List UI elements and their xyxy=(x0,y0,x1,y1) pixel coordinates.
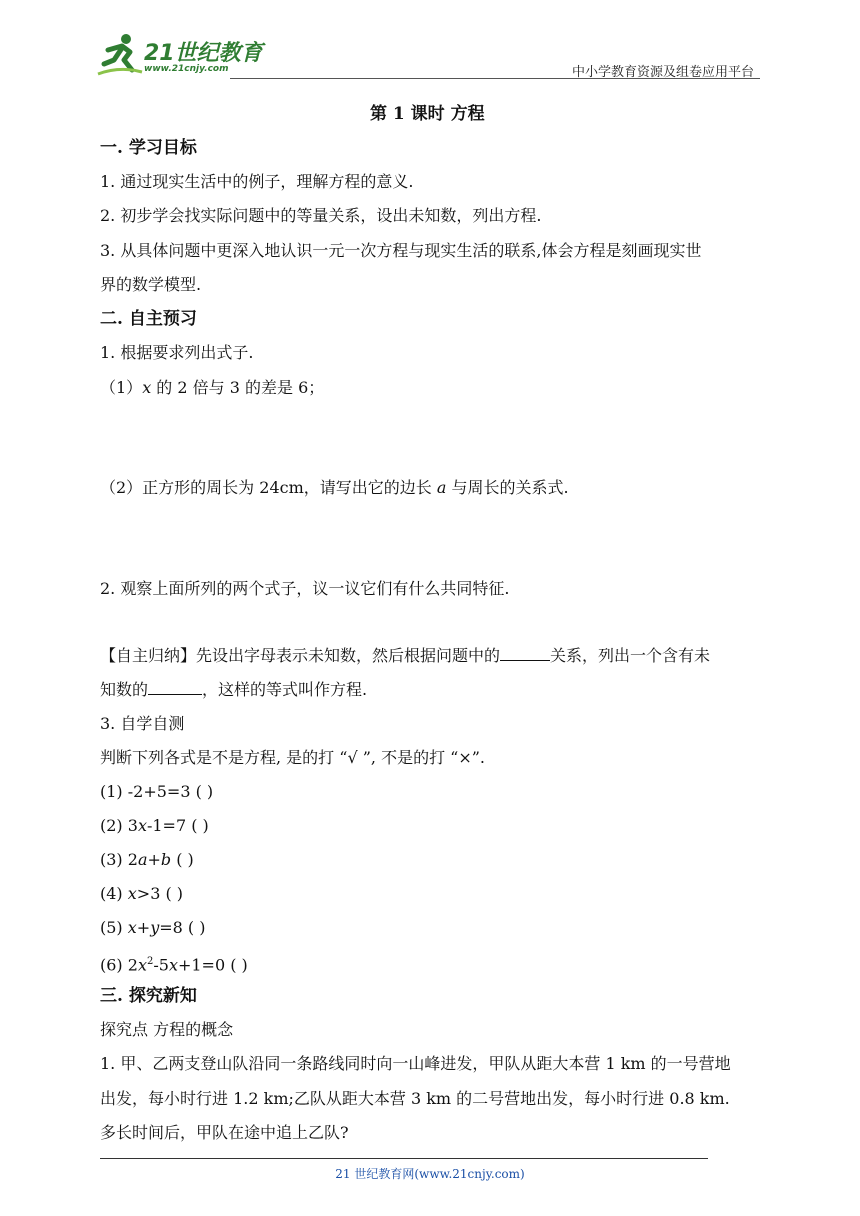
goal-item: 1. 通过现实生活中的例子，理解方程的意义. xyxy=(100,172,414,191)
summary-line-1: 【自主归纳】先设出字母表示未知数，然后根据问题中的 关系，列出一个含有未 xyxy=(100,646,711,665)
section-heading-preview: 二. 自主预习 xyxy=(100,309,197,329)
explore-problem-line: 出发，每小时行进 1.2 km;乙队从距大本营 3 km 的二号营地出发，每小时行进 0.8 km. xyxy=(100,1089,730,1108)
question-3-intro: 判断下列各式是不是方程, 是的打 “√ ”, 不是的打 “×”. xyxy=(100,748,486,767)
logo-text: 21世纪教育 xyxy=(144,41,263,66)
header-divider xyxy=(230,78,760,79)
runner-logo-icon xyxy=(96,30,144,78)
fill-blank[interactable] xyxy=(500,646,550,661)
fill-blank[interactable] xyxy=(148,680,202,695)
judge-item-6: (6) $2x^2-5x+1=0$ ( ) xyxy=(100,955,248,975)
logo xyxy=(96,30,266,78)
explore-problem-line: 多长时间后，甲队在途中追上乙队? xyxy=(100,1123,349,1142)
question-2: 2. 观察上面所列的两个式子，议一议它们有什么共同特征. xyxy=(100,579,510,598)
page-header xyxy=(96,30,760,80)
page-title: 第 1 课时 方程 xyxy=(370,104,485,124)
judge-item-1: (1) -2+5=3 ( ) xyxy=(100,782,214,801)
footer-text[interactable]: 21 世纪教育网(www.21cnjy.com) xyxy=(335,1167,525,1181)
section-heading-goals: 一. 学习目标 xyxy=(100,138,197,158)
explore-point: 探究点 方程的概念 xyxy=(100,1020,234,1039)
question-1-1: （1）x 的 2 倍与 3 的差是 6； xyxy=(100,378,325,397)
question-1-2: （2）正方形的周长为 24cm，请写出它的边长 a 与周长的关系式. xyxy=(100,478,569,497)
goal-item: 界的数学模型. xyxy=(100,275,202,294)
summary-line-2: 知数的 ，这样的等式叫作方程. xyxy=(100,680,368,699)
platform-name: 中小学教育资源及组卷应用平台 xyxy=(571,65,754,80)
footer-divider xyxy=(100,1158,708,1159)
logo-url: www.21cnjy.com xyxy=(144,64,229,74)
goal-item: 3. 从具体问题中更深入地认识一元一次方程与现实生活的联系,体会方程是刻画现实世 xyxy=(100,241,702,260)
judge-item-3: (3) 2a+b ( ) xyxy=(100,850,194,869)
section-heading-explore: 三. 探究新知 xyxy=(100,986,197,1006)
goal-item: 2. 初步学会找实际问题中的等量关系，设出未知数，列出方程. xyxy=(100,206,542,225)
explore-problem-line: 1. 甲、乙两支登山队沿同一条路线同时向一山峰进发，甲队从距大本营 1 km 的一号营地 xyxy=(100,1054,731,1073)
question-1: 1. 根据要求列出式子. xyxy=(100,343,254,362)
judge-item-5: (5) x+y=8 ( ) xyxy=(100,918,206,937)
judge-item-2: (2) 3x-1=7 ( ) xyxy=(100,816,209,835)
judge-item-4: (4) x>3 ( ) xyxy=(100,884,184,903)
question-3: 3. 自学自测 xyxy=(100,714,185,733)
